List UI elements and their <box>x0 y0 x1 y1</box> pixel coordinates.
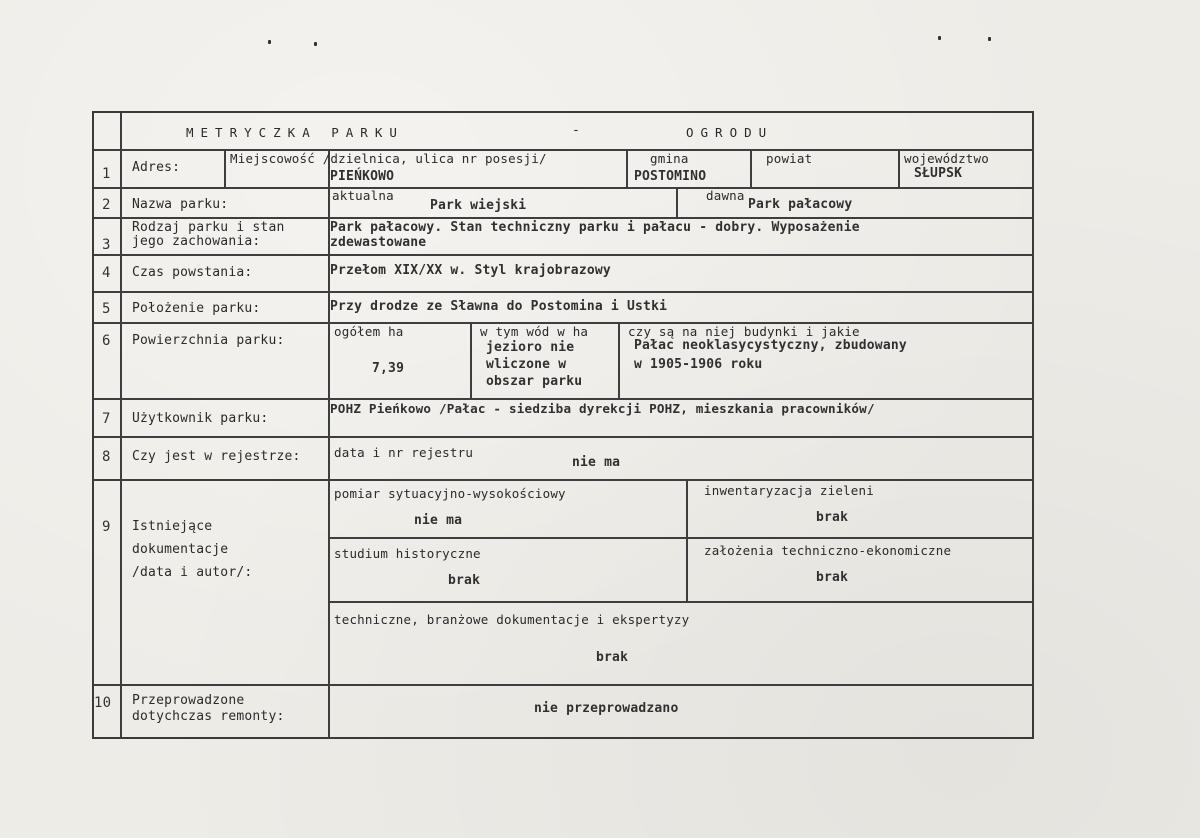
voivodeship-label: województwo <box>904 151 989 166</box>
form-title-left: METRYCZKA PARKU <box>186 125 404 140</box>
documentation-label-1: Istniejące <box>132 519 213 534</box>
park-name-label: Nazwa parku: <box>132 197 229 212</box>
park-type-label-2: jego zachowania: <box>132 234 261 249</box>
row-number: 7 <box>102 411 111 427</box>
creation-time-value: Przełom XIX/XX w. Styl krajobrazowy <box>330 263 611 278</box>
form-title-dash: - <box>572 123 581 138</box>
water-area-value-2: wliczone w <box>486 357 567 372</box>
renovations-value: nie przeprowadzano <box>534 701 679 716</box>
technical-docs-label: techniczne, branżowe dokumentacje i ekspertyzy <box>334 612 690 627</box>
former-name-label: dawna <box>706 188 745 203</box>
historical-study-value: brak <box>448 573 481 588</box>
documentation-label-3: /data i autor/: <box>132 565 253 580</box>
location-value: Przy drodze ze Sławna do Postomina i Ustki <box>330 299 668 314</box>
current-name-value: Park wiejski <box>430 198 527 213</box>
water-area-value-1: jezioro nie <box>486 340 575 355</box>
register-value: nie ma <box>572 455 621 470</box>
park-type-label-1: Rodzaj parku i stan <box>132 220 285 235</box>
register-label: Czy jest w rejestrze: <box>132 449 301 464</box>
ink-speck <box>988 37 991 41</box>
location-label: Położenie parku: <box>132 301 261 316</box>
greenery-inventory-value: brak <box>816 510 849 525</box>
ink-speck <box>268 40 271 44</box>
current-name-label: aktualna <box>332 188 394 203</box>
county-label: powiat <box>766 151 813 166</box>
address-label: Adres: <box>132 160 181 175</box>
commune-value: POSTOMINO <box>634 169 707 184</box>
commune-label: gmina <box>650 151 689 166</box>
documentation-label-2: dokumentacje <box>132 542 229 557</box>
form-title-right: OGRODU <box>686 125 774 140</box>
row-number: 4 <box>102 265 111 281</box>
buildings-value-1: Pałac neoklasycystyczny, zbudowany <box>634 338 907 353</box>
former-name-value: Park pałacowy <box>748 197 853 212</box>
ink-speck <box>938 36 941 40</box>
park-user-label: Użytkownik parku: <box>132 411 269 426</box>
water-area-value-3: obszar parku <box>486 374 583 389</box>
row-number: 10 <box>94 695 112 711</box>
row-number: 3 <box>102 237 111 253</box>
greenery-inventory-label: inwentaryzacja zieleni <box>704 483 874 498</box>
row-number: 9 <box>102 519 111 535</box>
area-label: Powierzchnia parku: <box>132 333 285 348</box>
row-number: 1 <box>102 166 111 182</box>
park-type-value-1: Park pałacowy. Stan techniczny parku i pałacu - dobry. Wyposażenie <box>330 220 860 235</box>
row-number: 2 <box>102 197 111 213</box>
voivodeship-value: SŁUPSK <box>914 166 963 181</box>
renovations-label-2: dotychczas remonty: <box>132 709 285 724</box>
locality-label: Miejscowość /dzielnica, ulica nr posesji/ <box>230 151 547 166</box>
water-area-label: w tym wód w ha <box>480 324 589 339</box>
park-type-value-2: zdewastowane <box>330 235 427 250</box>
row-number: 6 <box>102 333 111 349</box>
row-number: 8 <box>102 449 111 465</box>
buildings-label: czy są na niej budynki i jakie <box>628 324 860 339</box>
creation-time-label: Czas powstania: <box>132 265 253 280</box>
renovations-label-1: Przeprowadzone <box>132 693 245 708</box>
survey-label: pomiar sytuacyjno-wysokościowy <box>334 486 566 501</box>
locality-value: PIEŃKOWO <box>330 169 395 184</box>
total-area-label: ogółem ha <box>334 324 404 339</box>
park-user-value: POHZ Pieńkowo /Pałac - siedziba dyrekcji POHZ, mieszkania pracowników/ <box>330 401 875 416</box>
historical-study-label: studium historyczne <box>334 546 481 561</box>
survey-value: nie ma <box>414 513 463 528</box>
register-date-label: data i nr rejestru <box>334 445 474 460</box>
ink-speck <box>314 42 317 46</box>
buildings-value-2: w 1905-1906 roku <box>634 357 763 372</box>
tech-econ-value: brak <box>816 570 849 585</box>
row-number: 5 <box>102 301 111 317</box>
total-area-value: 7,39 <box>372 361 405 376</box>
park-record-form <box>92 111 1034 739</box>
technical-docs-value: brak <box>596 650 629 665</box>
tech-econ-label: założenia techniczno-ekonomiczne <box>704 543 952 558</box>
